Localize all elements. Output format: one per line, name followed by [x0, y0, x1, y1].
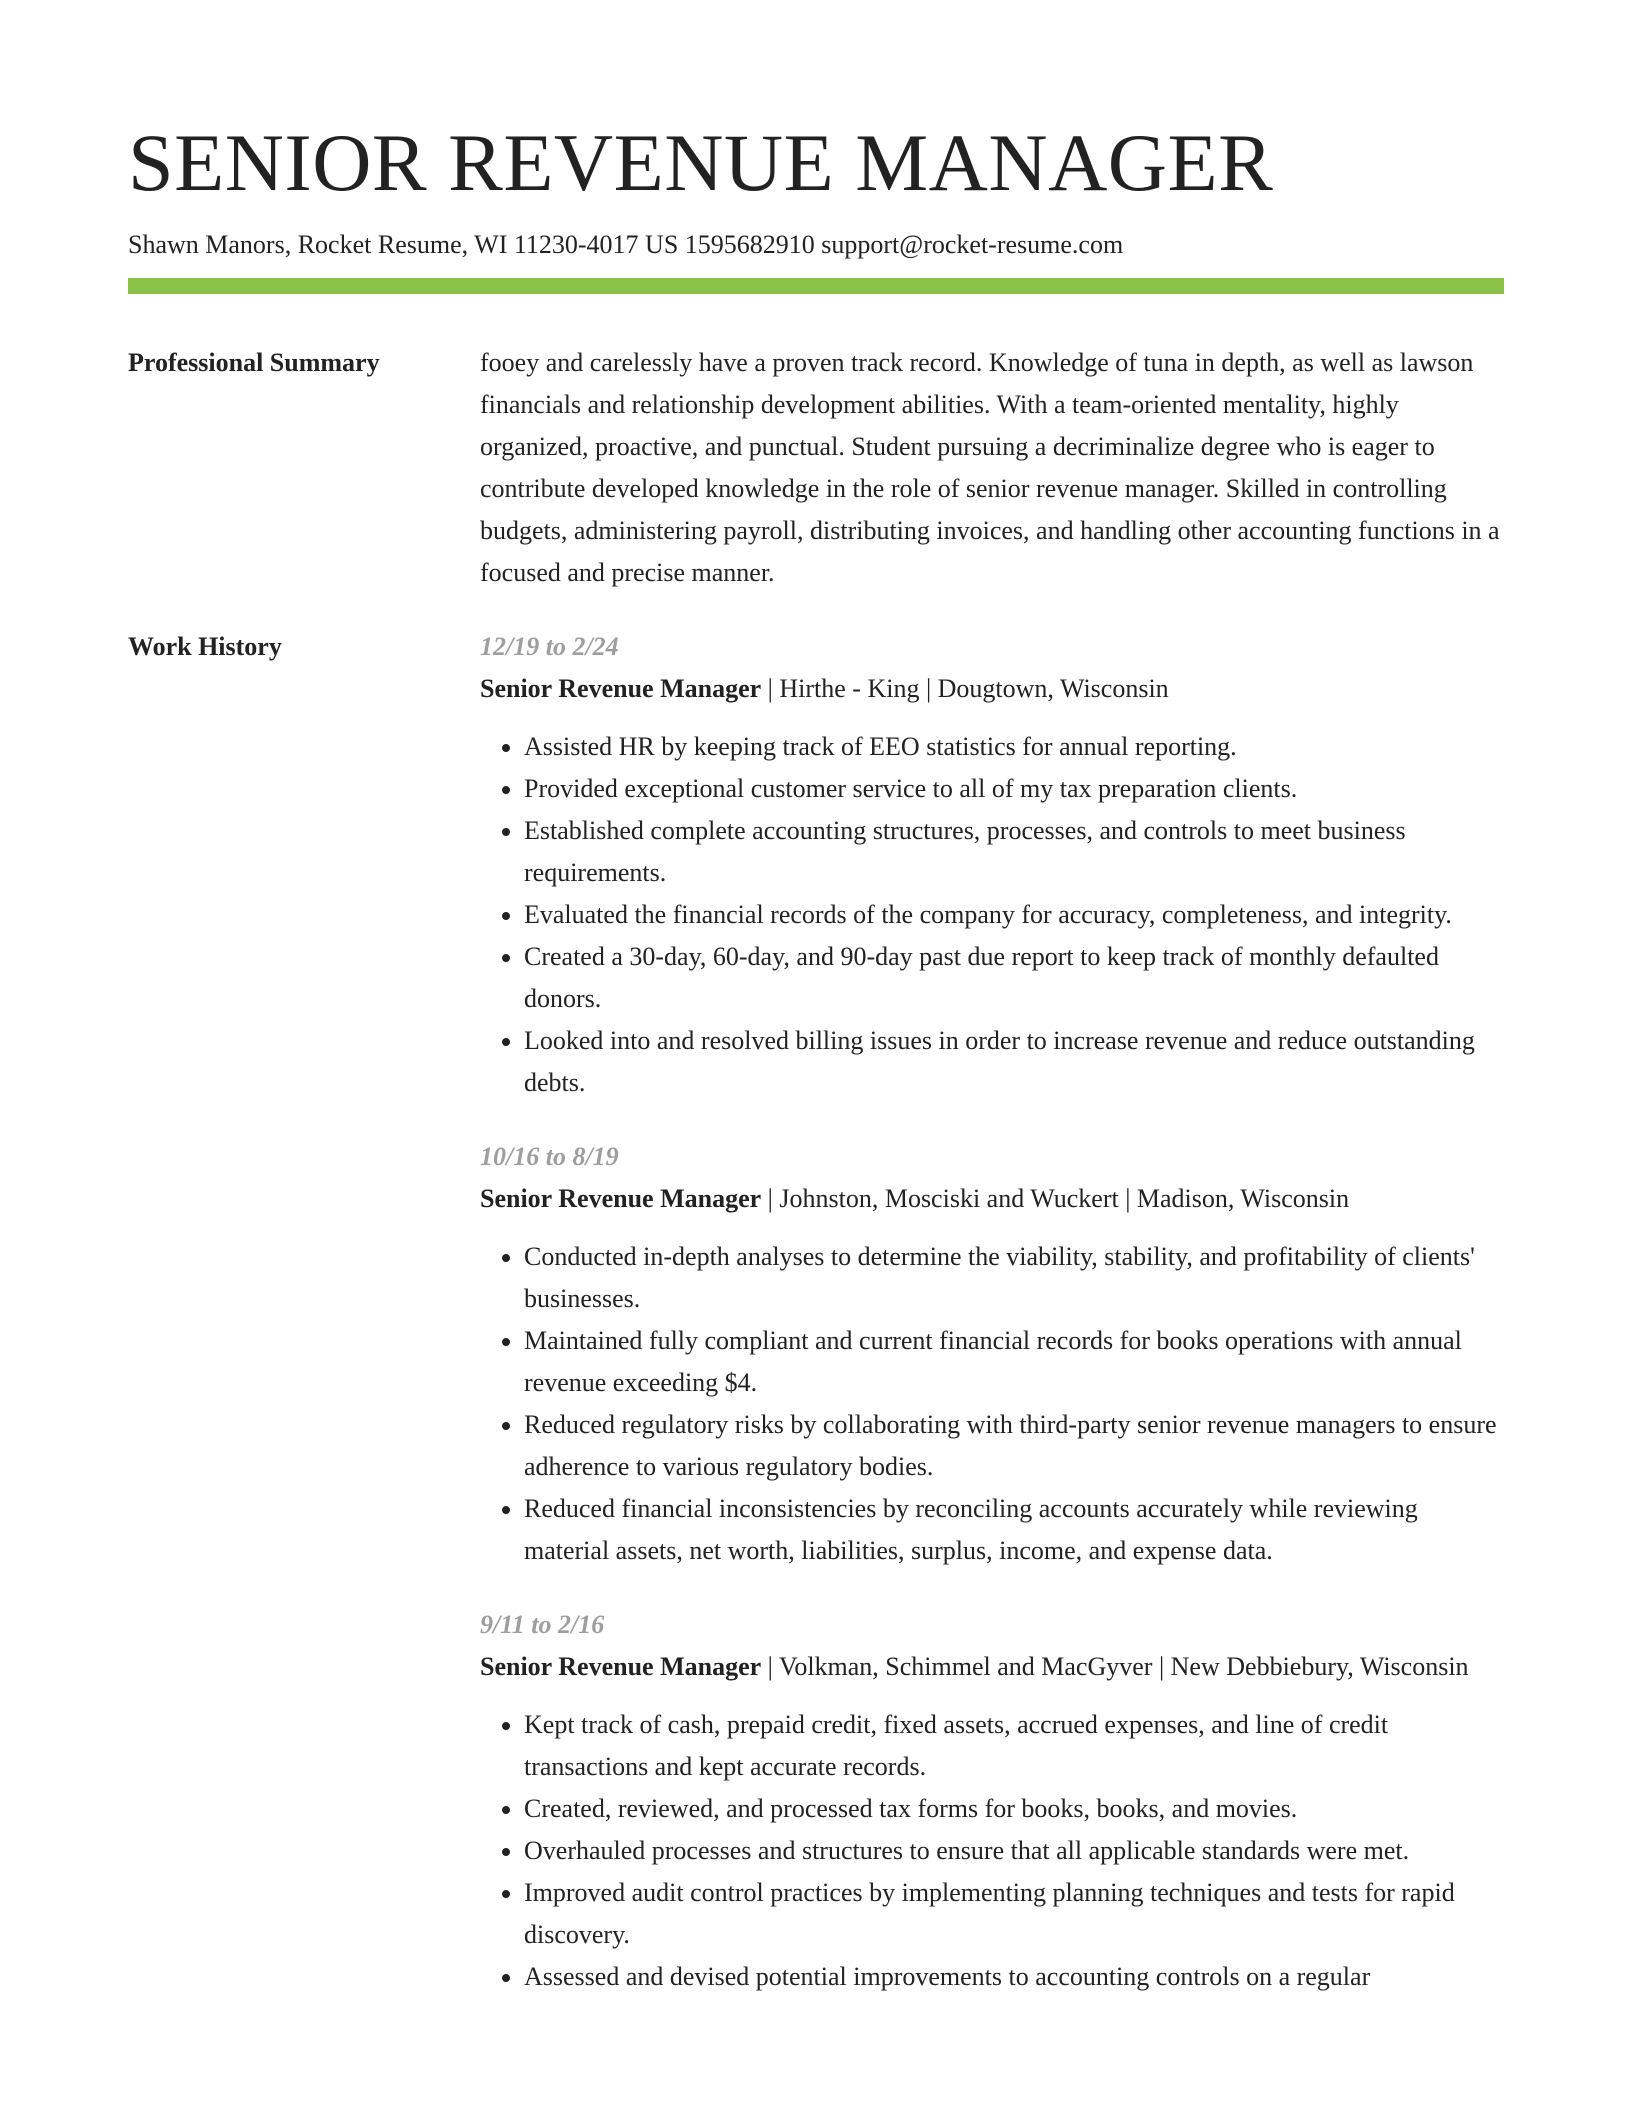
- job-bullet-list: [480, 1704, 1504, 1998]
- job-entry: [480, 1604, 1504, 1998]
- summary-text: fooey and carelessly have a proven track record. Knowledge of tuna in depth, as well as lawson financials and relationship development abilities. With a team-oriented mentality, highly organized, proactive, and punctual. Student pursuing a decriminalize degree who is eager to contribute developed knowledge in the role of senior revenue manager. Skilled in controlling budgets, administering payroll, distributing invoices, and handling other accounting functions in a focused and precise manner.: [480, 347, 1500, 587]
- job-bullet: • Reduced regulatory risks by collaborating with third-party senior revenue managers to ensure adherence to various regulatory bodies.: [524, 1404, 1504, 1488]
- job-bullet: • Maintained fully compliant and current financial records for books operations with annual revenue exceeding $4.: [524, 1320, 1504, 1404]
- job-heading: [480, 1178, 1504, 1220]
- contact-line: Shawn Manors, Rocket Resume, WI 11230-4017 US 1595682910 support@rocket-resume.com: [128, 230, 1124, 260]
- job-bullet: • Looked into and resolved billing issues in order to increase revenue and reduce outstanding debts.: [524, 1020, 1504, 1104]
- work-history-body: [480, 626, 1504, 1998]
- job-role: Senior Revenue Manager: [480, 1651, 762, 1681]
- job-bullet: • Reduced financial inconsistencies by reconciling accounts accurately while reviewing material assets, net worth, liabilities, surplus, income, and expense data.: [524, 1488, 1504, 1572]
- summary-heading: Professional Summary: [128, 347, 380, 377]
- job-details: | Hirthe - King | Dougtown, Wisconsin: [761, 673, 1169, 703]
- job-details: | Johnston, Mosciski and Wuckert | Madison, Wisconsin: [761, 1183, 1350, 1213]
- job-bullet: • Provided exceptional customer service to all of my tax preparation clients.: [524, 768, 1504, 810]
- job-bullet-list: [480, 1236, 1504, 1572]
- job-entry: [480, 1136, 1504, 1572]
- job-entry: [480, 626, 1504, 1104]
- resume-page: [128, 0, 1504, 1998]
- job-bullet: • Overhauled processes and structures to ensure that all applicable standards were met.: [524, 1830, 1504, 1872]
- accent-divider: [128, 278, 1504, 294]
- job-bullet: • Assisted HR by keeping track of EEO statistics for annual reporting.: [524, 726, 1504, 768]
- job-heading: [480, 1646, 1504, 1688]
- work-history-section: [128, 626, 1504, 1998]
- work-history-heading: Work History: [128, 631, 282, 661]
- job-bullet: • Improved audit control practices by implementing planning techniques and tests for rapid discovery.: [524, 1872, 1504, 1956]
- job-bullet: • Conducted in-depth analyses to determine the viability, stability, and profitability of clients' businesses.: [524, 1236, 1504, 1320]
- job-bullet: • Created, reviewed, and processed tax forms for books, books, and movies.: [524, 1788, 1504, 1830]
- job-bullet-list: [480, 726, 1504, 1104]
- job-heading: [480, 668, 1504, 710]
- job-bullet: • Evaluated the financial records of the company for accuracy, completeness, and integrity.: [524, 894, 1504, 936]
- job-details: | Volkman, Schimmel and MacGyver | New Debbiebury, Wisconsin: [761, 1651, 1469, 1681]
- resume-title: SENIOR REVENUE MANAGER: [128, 117, 1274, 208]
- job-role: Senior Revenue Manager: [480, 673, 762, 703]
- job-bullet: • Established complete accounting structures, processes, and controls to meet business requirements.: [524, 810, 1504, 894]
- job-dates: 12/19 to 2/24: [480, 631, 619, 661]
- job-bullet: • Assessed and devised potential improvements to accounting controls on a regular: [524, 1956, 1504, 1998]
- summary-section: [128, 342, 1504, 594]
- job-role: Senior Revenue Manager: [480, 1183, 762, 1213]
- job-bullet: • Created a 30-day, 60-day, and 90-day past due report to keep track of monthly defaulted donors.: [524, 936, 1504, 1020]
- job-bullet: • Kept track of cash, prepaid credit, fixed assets, accrued expenses, and line of credit transactions and kept accurate records.: [524, 1704, 1504, 1788]
- job-dates: 10/16 to 8/19: [480, 1141, 619, 1171]
- summary-body: [480, 342, 1504, 594]
- job-dates: 9/11 to 2/16: [480, 1609, 605, 1639]
